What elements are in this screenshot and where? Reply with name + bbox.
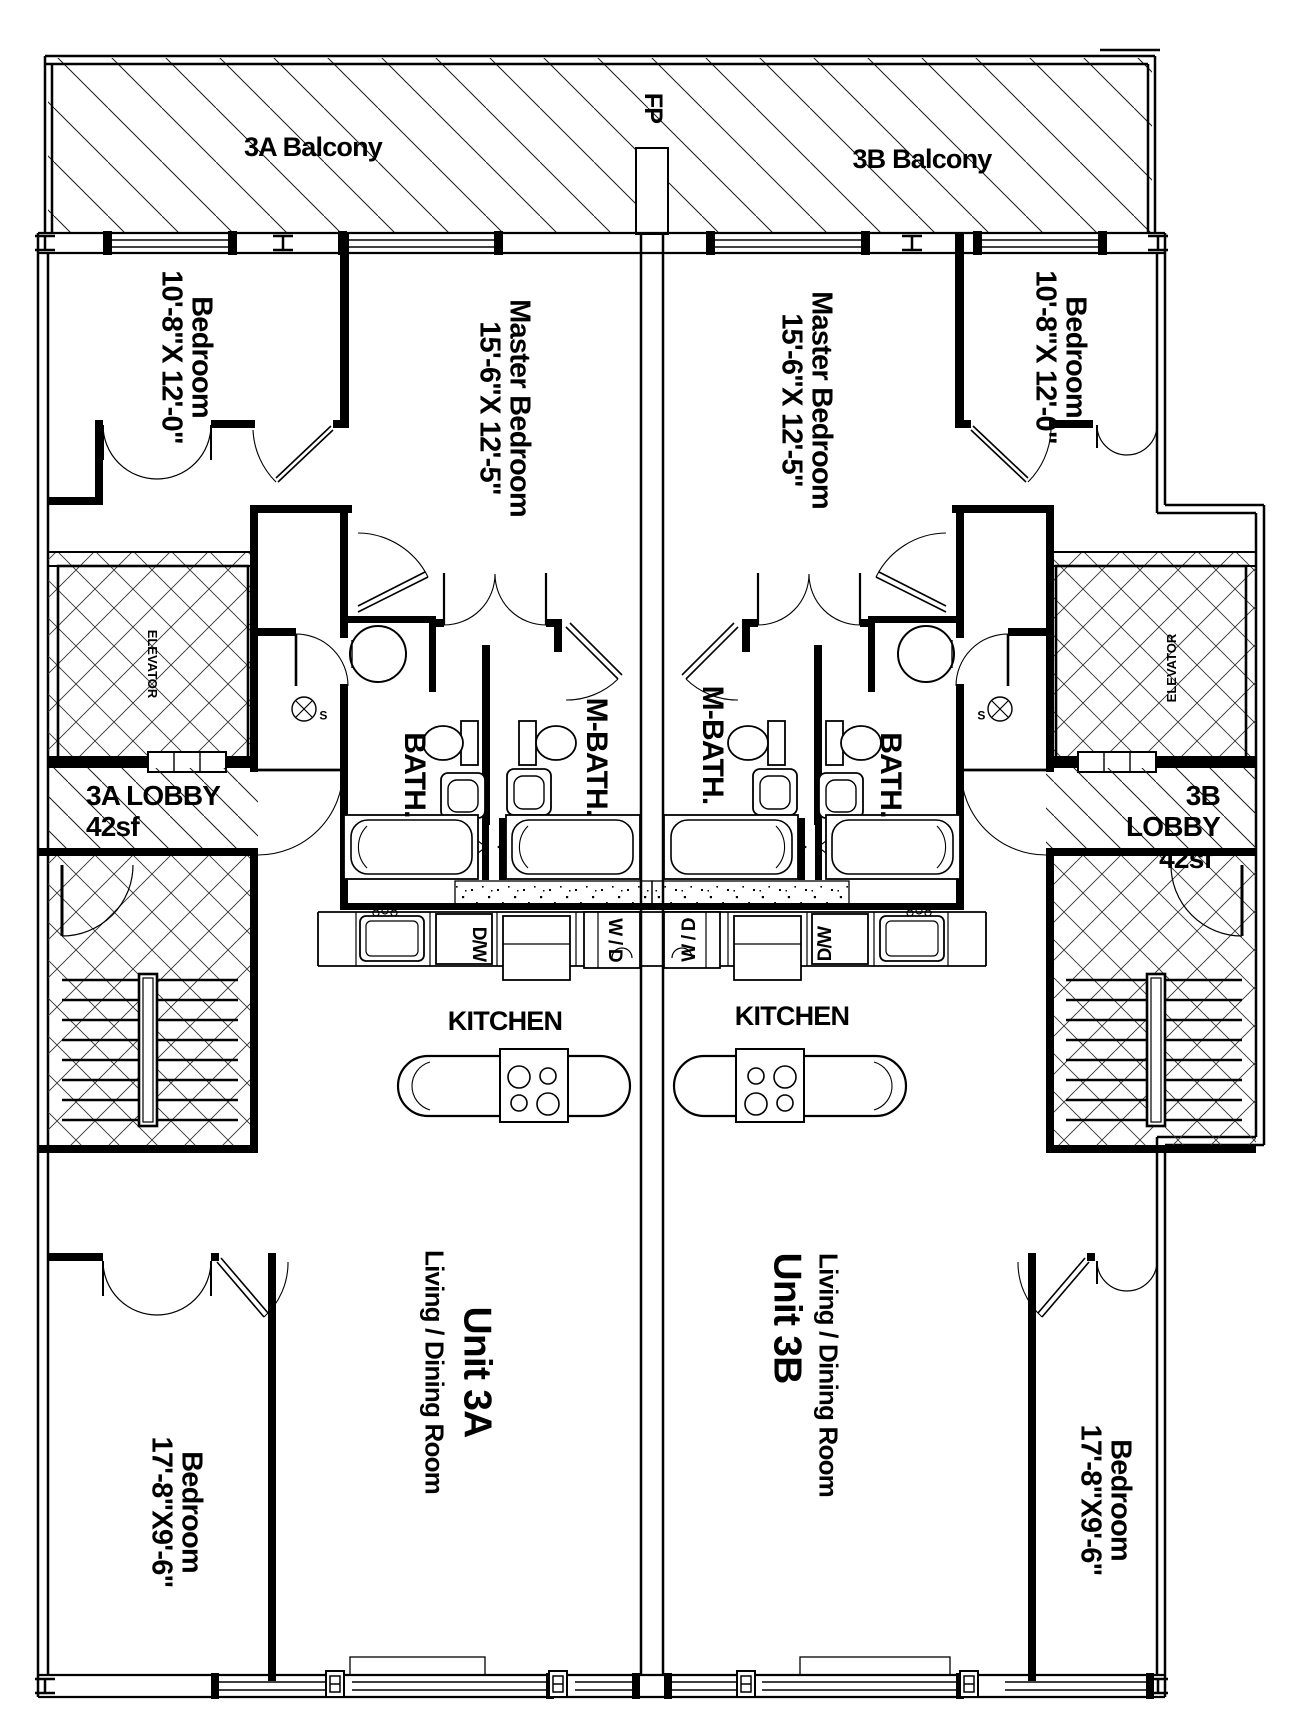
mbath-a-label: M-BATH. bbox=[579, 697, 613, 817]
unit-a-sub-label: Living / Dining Room bbox=[419, 1250, 450, 1494]
bedroom-b-top-label: Bedroom 10'-8"X 12'-0" bbox=[1029, 270, 1092, 444]
bath-b-label: BATH. bbox=[873, 732, 907, 818]
master-a-label: Master Bedroom 15'-6"X 12'-5" bbox=[473, 299, 536, 517]
elevator-a-label: ELEVATOR bbox=[144, 629, 160, 699]
switch-a-label: S bbox=[319, 708, 327, 723]
washer-dryer-b-label: W / D bbox=[679, 918, 701, 962]
bedroom-b-bottom-label: Bedroom 17'-8"X9'-6" bbox=[1074, 1424, 1137, 1576]
lobby-a-label: 3A LOBBY 42sf bbox=[86, 780, 221, 843]
bedroom-a-bottom-label: Bedroom 17'-8"X9'-6" bbox=[145, 1436, 208, 1588]
unit-b-name-label: Unit 3B bbox=[765, 1252, 809, 1384]
washer-dryer-a-label: W / D bbox=[603, 918, 625, 962]
mbath-b-label: M-BATH. bbox=[695, 685, 729, 805]
unit-a-name-label: Unit 3A bbox=[455, 1306, 499, 1438]
dishwasher-b-label: D/W bbox=[815, 926, 837, 962]
balcony-3b-label: 3B Balcony bbox=[852, 143, 992, 174]
kitchen-b-label: KITCHEN bbox=[734, 1000, 850, 1031]
fireplace-label: FP bbox=[639, 92, 668, 124]
balcony-3a-label: 3A Balcony bbox=[243, 131, 383, 162]
switch-b-label: S bbox=[977, 708, 985, 723]
bath-a-label: BATH. bbox=[397, 732, 431, 818]
lobby-b-label: 3B LOBBY 42sf bbox=[1125, 780, 1220, 874]
kitchen-a-label: KITCHEN bbox=[447, 1005, 563, 1036]
unit-b-sub-label: Living / Dining Room bbox=[813, 1253, 844, 1497]
dishwasher-a-label: D/W bbox=[467, 926, 489, 962]
elevator-b-label: ELEVATOR bbox=[1164, 633, 1180, 703]
bedroom-a-top-label: Bedroom 10'-8"X 12'-0" bbox=[155, 270, 218, 444]
master-b-label: Master Bedroom 15'-6"X 12'-5" bbox=[775, 291, 838, 509]
